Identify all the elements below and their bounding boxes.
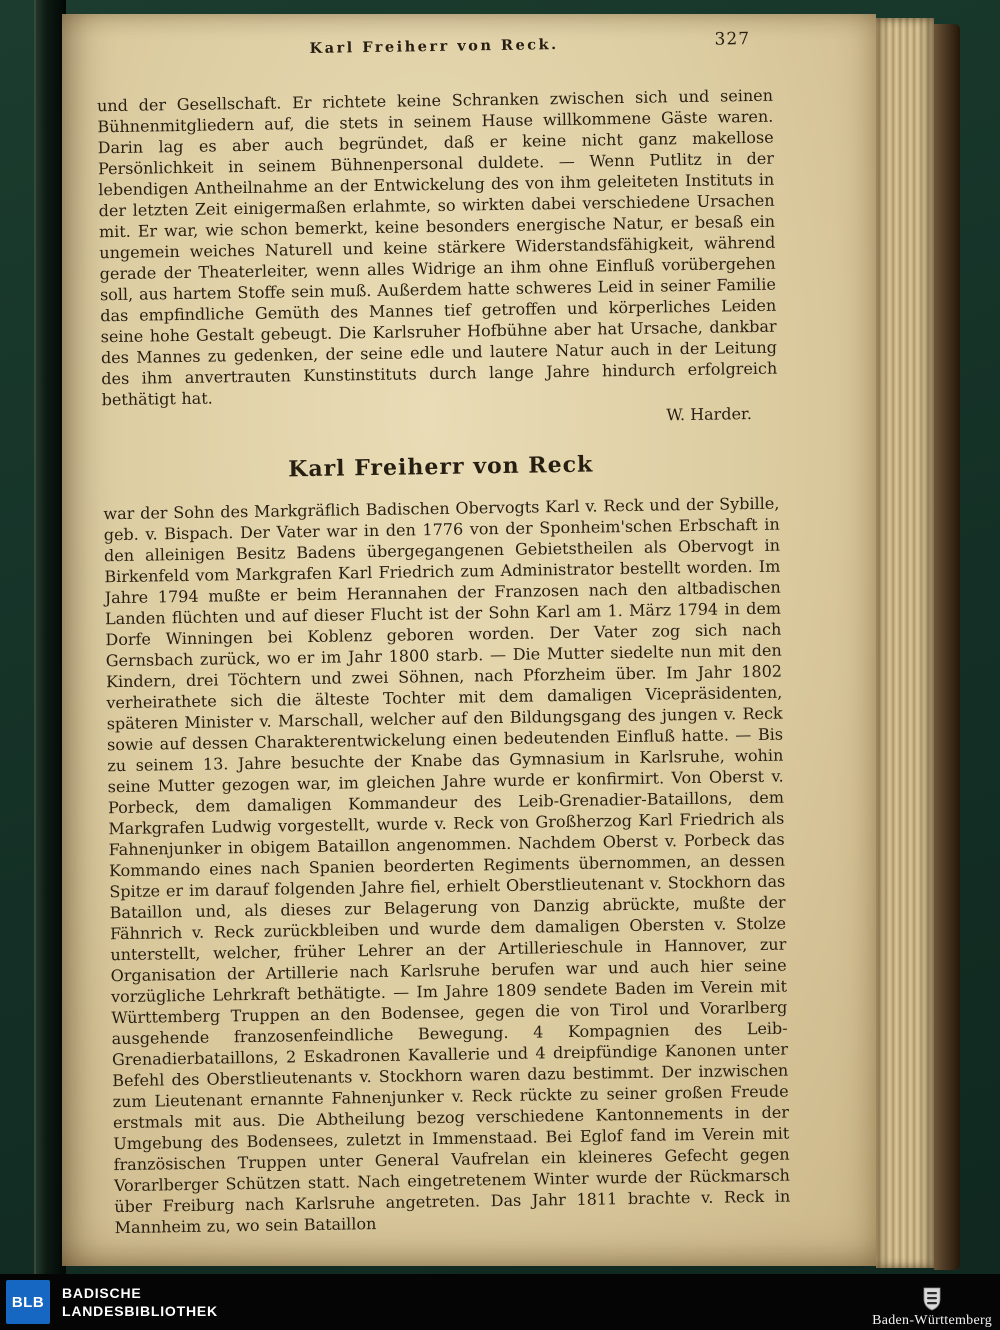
section-heading: Karl Freiherr von Reck [288, 451, 594, 483]
page-content [96, 29, 791, 1238]
book-cover-right-edge [934, 24, 960, 1270]
library-footer-bar [0, 1274, 1000, 1330]
page-paragraph-2: war der Sohn des Markgräflich Badischen Obervogts Karl v. Reck und der Sybille, geb. v. Bispach. Der Vater war in den 1776 von der Sponheim'schen Erbschaft in den alleinigen Besitz Badens übergegangenen Gebietstheilen als Obervogt in Birkenfeld vom Markgrafen Karl Friedrich zum Administrator bestellt worden. Im Jahre 1794 mußte er beim Herannahen der Franzosen nach den altbadischen Landen flüchten und auf dieser Flucht ist der Sohn Karl am 1. März 1794 in dem Dorfe Winningen bei Koblenz geboren worden. Der Vater zog sich nach Gernsbach zurück, wo er im Jahr 1800 starb. — Die Mutter siedelte nun mit den Kindern, drei Töchtern und zwei Söhnen, nach Pforzheim über. Im Jahr 1802 verheirathete sich die älteste Tochter mit dem damaligen Vicepräsidenten, späteren Minister v. Marschall, welcher auf den Bildungsgang des jungen v. Reck sowie auf dessen Charakterentwickelung einen bedeutenden Einfluß hatte. — Bis zu seinem 13. Jahre besuchte der Knabe das Gymnasium in Karlsruhe, wohin seine Mutter gezogen war, im gleichen Jahre wurde er konfirmirt. Von Oberst v. Porbeck, dem damaligen Kommandeur des Leib-Grenadier-Bataillons, dem Markgrafen Ludwig vorgestellt, wurde v. Reck von Großherzog Karl Friedrich als Fahnenjunker in obigem Bataillon angenommen. Nachdem Oberst v. Porbeck das Kommando eines nach Spanien beorderten Regiments übernommen, an dessen Spitze er im darauf folgenden Jahre fiel, erhielt Oberstlieutenant v. Stockhorn das Bataillon und, als dieses zur Belagerung von Danzig abrückte, mußte der Fähnrich v. Reck zurückbleiben und wurde dem damaligen Obersten v. Stolze unterstellt, welcher, früher Lehrer an der Artillerieschule in Hannover, zur Organisation der Artillerie nach Karlsruhe berufen war und auch hier seine vorzügliche Lehrkraft bethätigte. — Im Jahre 1809 sendete Baden im Verein mit Württemberg Truppen an den Bodensee, gegen die von Tirol und Vorarlberg ausgehende franzosenfeindliche Bewegung. 4 Kompagnien des Leib-Grenadierbataillons, 2 Eskadronen Kavallerie und 4 dreipfündige Kanonen unter Befehl des Oberstlieutenants v. Stockhorn waren dazu bestimmt. Der inzwischen zum Lieutenant ernannte Fahnenjunker v. Reck rückte zu seiner großen Freude erstmals mit aus. Die Abtheilung bezog verschiedene Kantonnements in der Umgebung des Bodensees, zuletzt in Immenstaad. Bei Eglof fand im Verein mit französischen Truppen unter General Vaufrelan ein kleineres Gefecht gegen Vorarlberger Schützen statt. Nach eingetretenem Winter wurde der Rückmarsch über Freiburg nach Karlsruhe angetreten. Das Jahr 1811 brachte v. Reck in Mannheim zu, wo sein Bataillon [103, 493, 791, 1238]
author-signature: W. Harder. [666, 404, 753, 425]
running-title: Karl Freiherr von Reck. [309, 36, 559, 57]
region-label: Baden-Württemberg [872, 1312, 992, 1328]
library-name [62, 1284, 218, 1320]
footer-region-block [872, 1273, 992, 1330]
book-page [62, 14, 876, 1266]
baden-wuerttemberg-coat-of-arms-icon [920, 1286, 944, 1312]
page-paragraph-1: und der Gesellschaft. Er richtete keine Schranken zwischen sich und seinen Bühnenmitgliedern auf, die stets in seinem Hause willkommene Gäste waren. Darin lag es aber auch begründet, daß er keine nicht ganz makellose Persönlichkeit in seinem Bühnenpersonal duldete. — Wenn Putlitz in der lebendigen Antheilnahme an der Entwickelung des von ihm geleiteten Instituts in der letzten Zeit einigermaßen erlahmte, so wirkten dabei verschiedene Ursachen mit. Er war, wie schon bemerkt, keine besonders energische Natur, er besaß ein ungemein weiches Naturell und keine stärkere Widerstandsfähigkeit, während gerade der Theaterleiter, wenn alles Widrige an ihm ohne Einfluß vorübergehen soll, aus hartem Stoffe sein muß. Außerdem hatte schweres Leid in seiner Familie das empfindliche Gemüth des Mannes tief getroffen und körperliches Leiden seine hohe Gestalt gebeugt. Die Karlsruher Hofbühne aber hat Ursache, dankbar des Mannes zu gedenken, der seine edle und lautere Natur auch in der Leitung des ihm anvertrauten Kunstinstituts durch lange Jahre hindurch erfolgreich bethätigt hat. [96, 85, 778, 410]
library-name-line2: LANDESBIBLIOTHEK [62, 1303, 218, 1319]
page-number: 327 [714, 29, 751, 50]
page-edge-stack [876, 18, 934, 1268]
page-header [96, 29, 772, 68]
blb-logo: BLB [6, 1280, 50, 1324]
library-name-line1: BADISCHE [62, 1284, 142, 1301]
